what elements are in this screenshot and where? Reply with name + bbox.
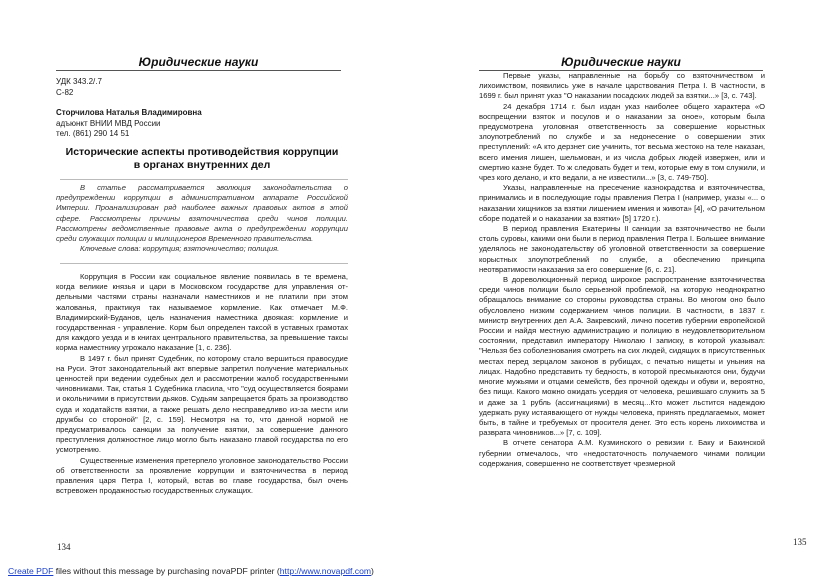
title-line-2: в органах внутренних дел	[133, 158, 271, 171]
body-text-right	[479, 71, 765, 469]
running-head-left: Юридические науки	[56, 55, 341, 71]
paragraph: Первые указы, направленные на борьбу со взяточничеством и лихоимством, появились уже в начале царствования Петра I. В частности, в 1699 г. был принят указ "О наказании посадских людей за взятки...» [3, с. 743].	[479, 71, 765, 101]
paragraph: В период правления Екатерины II санкции за взяточничество не были столь суровы, какими они были в период правления Петра I. Большее внимание уделялось не законодательству об уголовной ответственности за совершение корыстных злоупотреблений по службе, а обеспечению принципа неотвратимости наказания за его совершение [6, с. 21].	[479, 224, 765, 274]
author-position: адъюнкт ВНИИ МВД России	[56, 118, 161, 128]
paragraph: Существенные изменения претерпело уголовное законодательство России об ответственности за проявление коррупции и взяточничества в период правления царя Петра I, который, встав во главе государства, был очень встревожен продажностью государственных служащих.	[56, 455, 348, 496]
abstract-text: В статье рассматривается эволюция законодательства о предупреждении коррупции в административном аппарате Российской Империи. Проанализирован ряд наиболее важных правовых актов в этой сфере. Рассмотрены причины взяточничества среди чинов полиции. Рассмотрены ведомственные правовые акта о предупреждении коррупции среди служащих полиции и милиционеров Временного правительства.	[56, 183, 348, 244]
divider-top	[60, 179, 348, 180]
pdf-watermark-footer	[8, 566, 374, 576]
left-page	[0, 0, 410, 560]
footer-text-end: )	[371, 566, 374, 576]
article-meta	[56, 77, 348, 140]
body-text-left	[56, 272, 348, 496]
author-phone: тел. (861) 290 14 51	[56, 129, 130, 138]
paragraph: Указы, направленные на пресечение казнокрадства и взяточничества, принимались и в последующие годы правления Петра I (например, указы «... о наказании хищников за взятки лишением имения и живота» [4], «О рачительном сборе податей и о наказании за взятки» [5] 1720 г.).	[479, 183, 765, 223]
paragraph: 24 декабря 1714 г. был издан указ наиболее общего характера «О воспрещении взяток и посулов и о наказании за оное», которым была предусмотрена уголовная ответственность за совершение корыстных злоупотреблений по службе и за недонесение о совершении этих преступлений: «А кто дерзнет сие учинить, тот весьма жестоко на теле наказан, всего имения лишен, шельмован, и из числа добрых людей извержен, или и смертию казне будет. То ж следовать будет и тем, которые ему в том служили, и чрез кого делано, и кто ведали, а не известили...» [3, с. 749-750].	[479, 101, 765, 183]
paragraph: Коррупция в России как социальное явление появилась в те времена, когда великие князья и цари в Московском государстве для управления от-дельными частями страны назначали наместников и не платили при этом жалованья, практикуя так называемое кормление. Как отмечает М.Ф. Владимирский-Буданов, цель назначения наместника двоякая: кормление и государственная - управление. Корм был определен таксой в уставных грамотах для каждого уезда и в книгах центрального правительства, за превышение таксы корма наместнику угрожало наказание [1, с. 236].	[56, 272, 348, 353]
right-page	[410, 0, 820, 560]
article-title	[56, 146, 348, 171]
paragraph: В 1497 г. был принят Судебник, по которому стало вершиться правосудие на Руси. Этот законодательный акт впервые запретил получение материальных ценностей при ведении судебных дел и рассмотрении жалоб государственными чиновниками. Так, статья 1 Судебника гласила, что "суд осуществляется боярами и окольничими в присутствии дьяков. Судьям запрещается брать за производство суда и ходатайств взятки, а также решать дело несправедливо из-за мести или дружбы со стороной" [2, с. 159]. Несмотря на то, что данной нормой не предусматривалось санкции за получение взятки, за совершение данного преступления должностное лицо могло быть наказано главой государства по его усмотрению.	[56, 353, 348, 455]
author-name: Сторчилова Наталья Владимировна	[56, 108, 202, 117]
abstract	[56, 183, 348, 254]
udc-code: УДК 343.2/.7	[56, 77, 102, 86]
page-number-right: 135	[793, 537, 807, 547]
divider-bottom	[60, 263, 348, 264]
create-pdf-link[interactable]: Create PDF	[8, 566, 54, 576]
title-line-1: Исторические аспекты противодействия коррупции	[65, 146, 339, 158]
novapdf-link[interactable]: http://www.novapdf.com	[279, 566, 372, 576]
footer-text: files without this message by purchasing novaPDF printer (	[53, 566, 280, 576]
keywords: Ключевые слова: коррупция; взяточничество; полиция.	[80, 244, 280, 254]
paragraph: В отчете сенатора А.М. Кузминского о ревизии г. Баку и Бакинской губернии отмечалось, что «недостаточность получаемого чинами полиции содержания, совершенно не соответствует чрезмерной	[479, 438, 765, 468]
paragraph: В дореволюционный период широкое распространение взяточничества среди чинов полиции было серьезной проблемой, на которую неоднократно обращалось внимание со стороны руководства страны. Во многом оно было обусловлено низким содержанием чинов полиции. В частности, в 1837 г. министр внутренних дел А.А. Закревский, лично посетив губернии европейской России и найдя местную администрацию и полицию в неудовлетворительном состоянии, представил императору Николаю I записку, в которой указывал: "Нельзя без соболезнования смотреть на сих людей, сидящих в присутственных местах перед зерцалом законов в рубищах, с печатью нищеты и уныния на лицах. Надобно представить ту бедность, в которой пресмыкаются они, будучи многие мужьями и отцами семейств, без прочной одежды и обуви и, вероятно, без пищи. Какого можно ожидать усердия от человека, решившаго служить за 5 и даже за 1 рубль (ассигнациями) в месяц...Кто может льстится надеждою удержать руку истаявающего от нужды человека, принять предлагаемых, может быть, в тайне и требуемых от просителя денег. Это есть корень лихоимства и разврата чиновников...» [7, с. 109].	[479, 275, 765, 438]
library-code: С-82	[56, 87, 74, 97]
running-head-right: Юридические науки	[479, 55, 763, 71]
page-number-left: 134	[57, 542, 71, 552]
